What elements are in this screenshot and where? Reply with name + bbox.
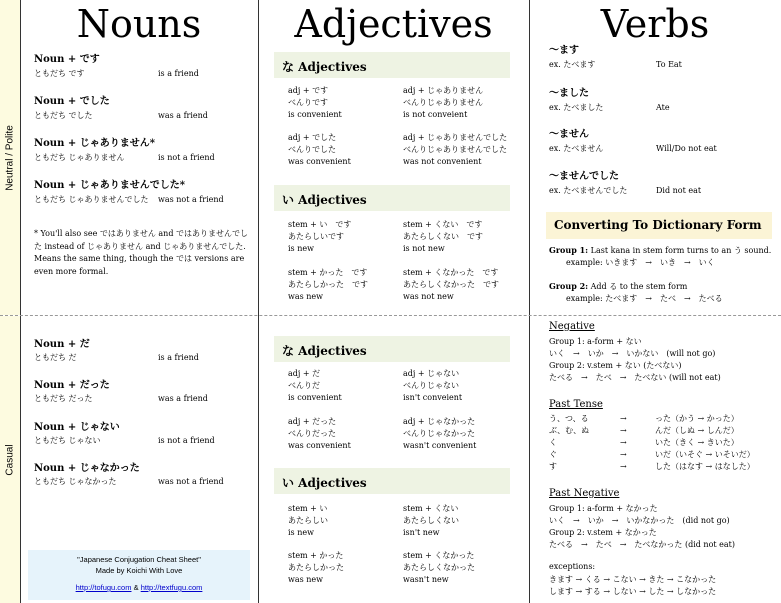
noun-example-jp: ともだち じゃなかった xyxy=(34,477,117,486)
noun-form: Noun + じゃない xyxy=(34,422,120,433)
noun-example-en: was a friend xyxy=(158,111,208,120)
adj-form: stem + かった です xyxy=(288,268,368,277)
noun-example-jp: ともだち じゃありません xyxy=(34,153,125,162)
past-tense-ending: す xyxy=(549,462,557,471)
adj-example-en: is convenient xyxy=(288,393,342,402)
verb-example-en: To Eat xyxy=(656,60,682,69)
verb-form: 〜ませんでした xyxy=(549,171,619,182)
adj-example-jp: あたらしいです xyxy=(288,232,344,241)
adj-example-en: is convenient xyxy=(288,110,342,119)
noun-example-jp: ともだち だ xyxy=(34,353,77,362)
past-tense-ending: う、つ、る xyxy=(549,414,589,423)
adj-example-jp: あたらしい xyxy=(288,516,328,525)
adj-form: stem + い xyxy=(288,504,328,513)
past-tense-result: いた（きく → きいた） xyxy=(655,438,739,447)
noun-example-en: is not a friend xyxy=(158,436,215,445)
divider xyxy=(529,0,530,603)
past-negative-line: Group 2: v.stem + なかった xyxy=(549,528,657,537)
adj-example-en: was convenient xyxy=(288,157,351,166)
adj-example-en: is not conveient xyxy=(403,110,468,119)
adj-form: stem + い です xyxy=(288,220,352,229)
arrow: → xyxy=(620,414,627,423)
arrow: → xyxy=(620,438,627,447)
adj-form: stem + くない xyxy=(403,504,459,513)
adj-form: adj + じゃない xyxy=(403,369,460,378)
dict-group2: Group 2: Add る to the stem form xyxy=(549,281,688,291)
dict-group2-example: example: たべます → たべ → たべる xyxy=(566,294,723,303)
na-adjectives-header: な Adjectives xyxy=(274,336,510,362)
arrow: → xyxy=(620,462,627,471)
adj-example-jp: べんりです xyxy=(288,98,328,107)
negative-line: Group 1: a-form + ない xyxy=(549,337,642,346)
adj-form: adj + じゃありませんでした xyxy=(403,133,508,142)
noun-example-en: is a friend xyxy=(158,353,199,362)
noun-example-en: is a friend xyxy=(158,69,199,78)
dictionary-form-header: Converting To Dictionary Form xyxy=(546,212,772,239)
adj-example-en: isn't new xyxy=(403,528,440,537)
noun-example-en: is not a friend xyxy=(158,153,215,162)
past-negative-line: いく → いか → いかなかった (did not go) xyxy=(549,516,730,525)
negative-title: Negative xyxy=(549,321,595,332)
credit-box: "Japanese Conjugation Cheat Sheet" Made by Koichi With Love http://tofugu.com & http://textfugu.com xyxy=(28,550,250,600)
noun-form: Noun + じゃありませんでした* xyxy=(34,180,185,191)
verb-form: 〜ました xyxy=(549,88,589,99)
adj-example-en: was not convenient xyxy=(403,157,482,166)
negative-line: いく → いか → いかない (will not go) xyxy=(549,349,716,358)
noun-form: Noun + じゃなかった xyxy=(34,463,140,474)
side-label-polite: Neutral / Polite xyxy=(0,0,20,315)
adj-example-en: was new xyxy=(288,575,323,584)
noun-example-en: was not a friend xyxy=(158,195,224,204)
adj-example-jp: べんりじゃなかった xyxy=(403,429,475,438)
adj-example-jp: あたらしかった です xyxy=(288,280,368,289)
verb-example-en: Will/Do not eat xyxy=(656,144,717,153)
adj-example-jp: べんりじゃない xyxy=(403,381,459,390)
verb-example-en: Ate xyxy=(656,103,670,112)
noun-form: Noun + でした xyxy=(34,96,110,107)
adj-example-en: was new xyxy=(288,292,323,301)
adj-form: stem + くなかった xyxy=(403,551,475,560)
adj-example-en: was convenient xyxy=(288,441,351,450)
adjectives-title: Adjectives xyxy=(294,2,493,46)
adj-form: stem + かった xyxy=(288,551,344,560)
dict-group1: Group 1: Last kana in stem form turns to an う sound. xyxy=(549,245,772,255)
exceptions-label: exceptions: xyxy=(549,562,596,571)
adj-example-jp: あたらしくない xyxy=(403,516,459,525)
adj-example-en: isn't conveient xyxy=(403,393,463,402)
noun-example-en: was not a friend xyxy=(158,477,224,486)
adj-example-en: wasn't new xyxy=(403,575,449,584)
verb-example-jp: ex. たべませんでした xyxy=(549,186,628,195)
noun-form: Noun + です xyxy=(34,54,100,65)
adj-example-en: is not new xyxy=(403,244,445,253)
adj-form: adj + じゃありません xyxy=(403,86,484,95)
past-tense-ending: ぐ xyxy=(549,450,557,459)
credit-author: Made by Koichi With Love xyxy=(95,566,183,575)
i-adjectives-header: い Adjectives xyxy=(274,185,510,211)
adj-example-jp: あたらしくなかった xyxy=(403,563,475,572)
adj-form: stem + くなかった です xyxy=(403,268,499,277)
past-negative-line: Group 1: a-form + なかった xyxy=(549,504,658,513)
na-adjectives-header: な Adjectives xyxy=(274,52,510,78)
adj-form: adj + だった xyxy=(288,417,337,426)
divider xyxy=(20,0,21,603)
verb-example-jp: ex. たべました xyxy=(549,103,604,112)
adj-form: adj + です xyxy=(288,86,329,95)
divider xyxy=(258,0,259,603)
dict-group1-example: example: いきます → いき → いく xyxy=(566,258,715,267)
adj-example-en: wasn't convenient xyxy=(403,441,477,450)
verb-example-en: Did not eat xyxy=(656,186,702,195)
arrow: → xyxy=(620,450,627,459)
noun-form: Noun + だった xyxy=(34,380,110,391)
noun-example-en: was a friend xyxy=(158,394,208,403)
adj-example-jp: べんりでした xyxy=(288,145,336,154)
noun-example-jp: ともだち でした xyxy=(34,111,93,120)
adj-example-en: was not new xyxy=(403,292,454,301)
verb-example-jp: ex. たべます xyxy=(549,60,596,69)
noun-form: Noun + じゃありません* xyxy=(34,138,155,149)
past-tense-title: Past Tense xyxy=(549,399,603,410)
adj-form: adj + だ xyxy=(288,369,321,378)
i-adjectives-header: い Adjectives xyxy=(274,468,510,494)
tofugu-link[interactable]: http://tofugu.com xyxy=(75,583,132,592)
adj-form: stem + くない です xyxy=(403,220,483,229)
verb-form: 〜ません xyxy=(549,129,589,140)
noun-form: Noun + だ xyxy=(34,339,90,350)
noun-example-jp: ともだち です xyxy=(34,69,85,78)
adj-example-jp: べんりだ xyxy=(288,381,320,390)
nouns-note: * You'll also see ではありません and ではありませんでした instead of じゃありません and じゃありませんでした. Means the same thing, though the では versions are even more formal. xyxy=(34,229,248,276)
adj-example-jp: べんりだった xyxy=(288,429,336,438)
verbs-title: Verbs xyxy=(600,2,710,46)
noun-example-jp: ともだち じゃありませんでした xyxy=(34,195,149,204)
adj-example-jp: あたらしくなかった です xyxy=(403,280,499,289)
adj-form: adj + でした xyxy=(288,133,337,142)
past-tense-ending: く xyxy=(549,438,557,447)
credit-title: "Japanese Conjugation Cheat Sheet" xyxy=(77,555,201,564)
section-divider xyxy=(0,315,781,316)
noun-example-jp: ともだち じゃない xyxy=(34,436,101,445)
past-tense-result: いだ（いそぐ → いそいだ） xyxy=(655,450,755,459)
nouns-title: Nouns xyxy=(76,2,202,46)
exception-line: きます → くる → こない → きた → こなかった xyxy=(549,575,717,584)
past-tense-result: んだ（しぬ → しんだ） xyxy=(655,426,739,435)
adj-example-en: is new xyxy=(288,244,314,253)
adj-example-en: is new xyxy=(288,528,314,537)
side-label-casual: Casual xyxy=(0,316,20,603)
adj-example-jp: べんりじゃありません xyxy=(403,98,483,107)
noun-example-jp: ともだち だった xyxy=(34,394,93,403)
adj-example-jp: あたらしくない です xyxy=(403,232,483,241)
verb-form: 〜ます xyxy=(549,45,579,56)
negative-line: Group 2: v.stem + ない (たべない) xyxy=(549,361,682,370)
adj-example-jp: あたらしかった xyxy=(288,563,344,572)
adj-form: adj + じゃなかった xyxy=(403,417,476,426)
past-negative-title: Past Negative xyxy=(549,488,620,499)
negative-line: たべる → たべ → たべない (will not eat) xyxy=(549,373,721,382)
past-negative-line: たべる → たべ → たべなかった (did not eat) xyxy=(549,540,735,549)
past-tense-ending: ぶ、む、ぬ xyxy=(549,426,590,435)
arrow: → xyxy=(620,426,627,435)
adj-example-jp: べんりじゃありませんでした xyxy=(403,145,507,154)
past-tense-result: した（はなす → はなした） xyxy=(655,462,755,471)
verb-example-jp: ex. たべません xyxy=(549,144,604,153)
exception-line: します → する → しない → した → しなかった xyxy=(549,587,717,596)
past-tense-result: った（かう → かった） xyxy=(655,414,739,423)
textfugu-link[interactable]: http://textfugu.com xyxy=(140,583,203,592)
